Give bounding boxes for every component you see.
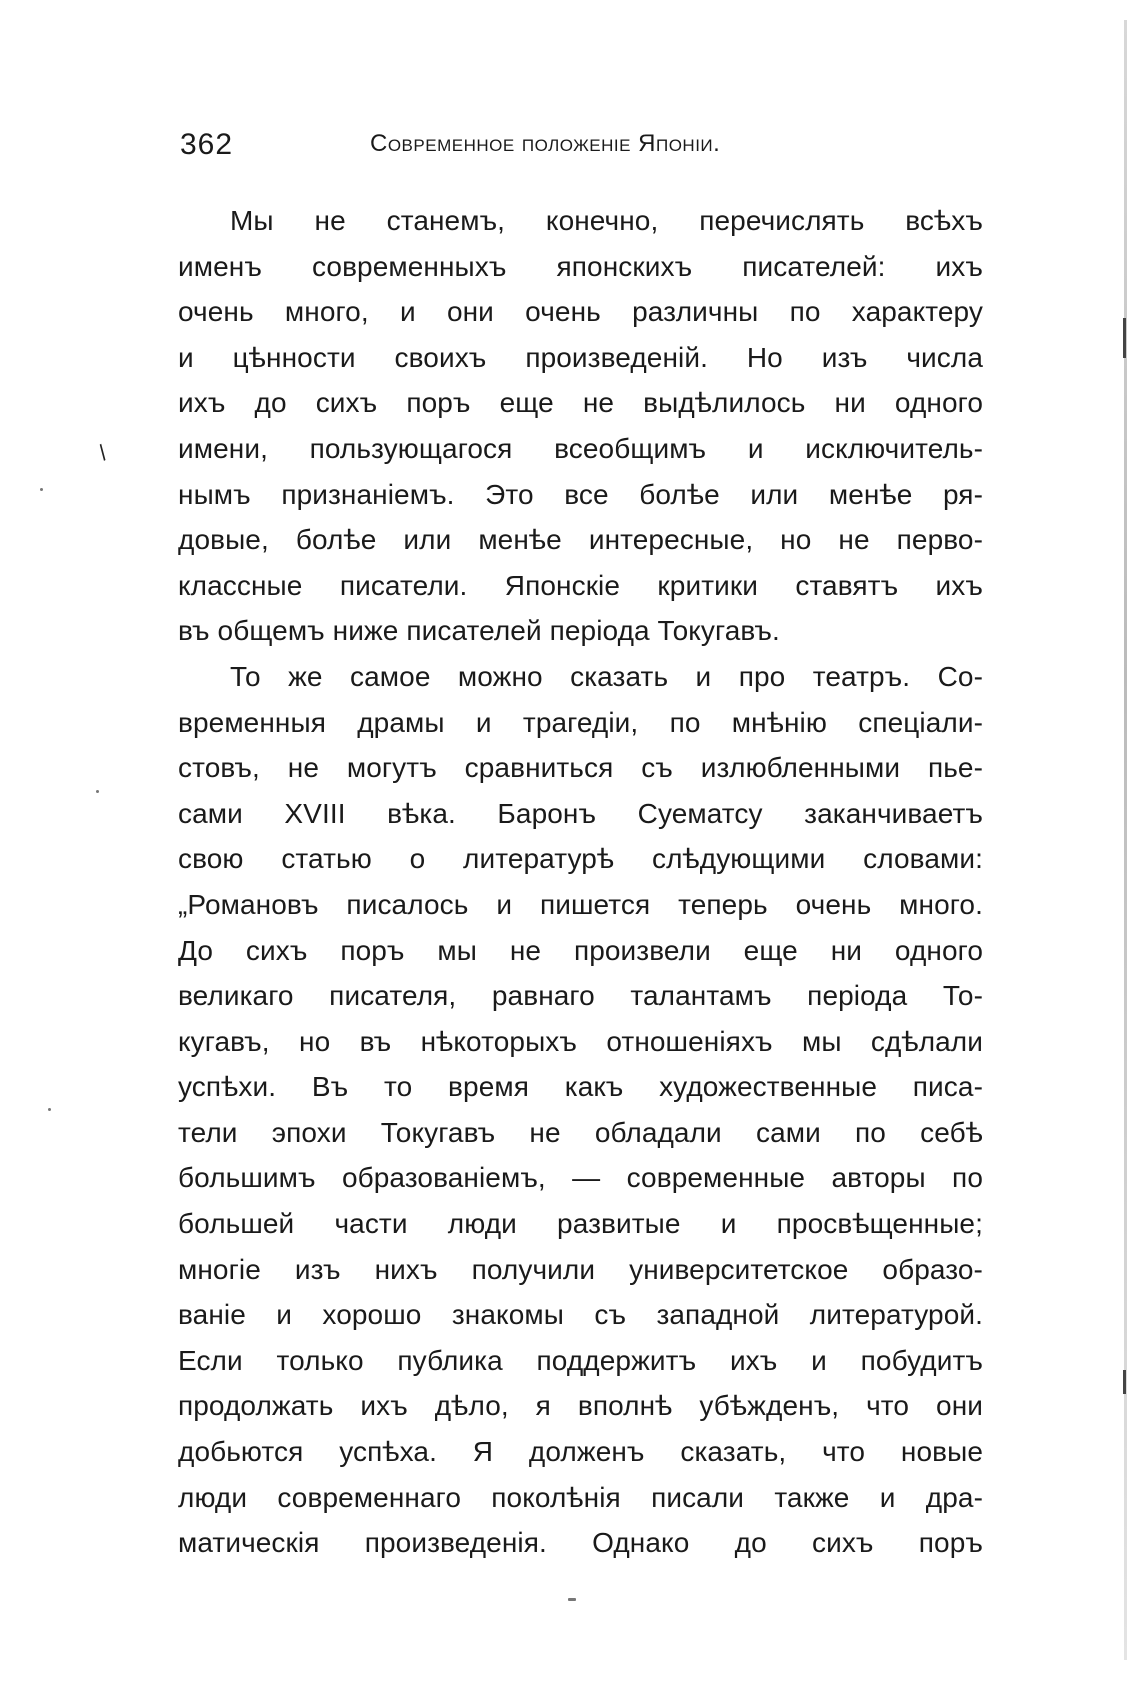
- text-line: великаго писателя, равнаго талантамъ періода То-: [178, 980, 983, 1012]
- text-line: въ общемъ ниже писателей періода Токугавъ.: [178, 615, 780, 647]
- text-line: Если только публика поддержитъ ихъ и побудитъ: [178, 1344, 983, 1376]
- text-line: именъ современныхъ японскихъ писателей: ихъ: [178, 250, 983, 282]
- scan-speck: [96, 790, 99, 793]
- text-line: Мы не станемъ, конечно, перечислять всѣхъ: [230, 205, 983, 236]
- text-line: кугавъ, но въ нѣкоторыхъ отношеніяхъ мы сдѣлали: [178, 1025, 983, 1057]
- text-line: люди современнаго поколѣнія писали также и дра-: [178, 1481, 983, 1513]
- margin-mark: /: [93, 440, 112, 465]
- scan-edge-line: [1124, 20, 1127, 1660]
- text-line: То же самое можно сказать и про театръ. Со-: [230, 660, 983, 692]
- text-line: большей части люди развитые и просвѣщенные;: [178, 1208, 983, 1240]
- text-line: имени, пользующагося всеобщимъ и исключитель-: [178, 432, 983, 464]
- text-line: матическія произведенія. Однако до сихъ поръ: [178, 1527, 983, 1559]
- running-title: Современное положеніе Японіи.: [370, 130, 721, 157]
- scan-speck: [568, 1598, 576, 1601]
- text-line: и цѣнности своихъ произведеній. Но изъ числа: [178, 341, 983, 373]
- text-line: ихъ до сихъ поръ еще не выдѣлилось ни одного: [178, 387, 983, 419]
- text-line: очень много, и они очень различны по характеру: [178, 296, 983, 328]
- body-text: [178, 198, 983, 1566]
- text-line: сами XVIII вѣка. Баронъ Суематсу заканчиваетъ: [178, 797, 983, 829]
- text-line: успѣхи. Въ то время какъ художественные писа-: [178, 1071, 983, 1103]
- text-line: большимъ образованіемъ, — современные авторы по: [178, 1162, 983, 1194]
- text-line: До сихъ поръ мы не произвели еще ни одного: [178, 934, 983, 966]
- text-line: стовъ, не могутъ сравниться съ излюбленными пье-: [178, 752, 983, 784]
- text-line: свою статью о литературѣ слѣдующими словами:: [178, 843, 983, 875]
- text-line: продолжать ихъ дѣло, я вполнѣ убѣжденъ, что они: [178, 1390, 983, 1422]
- text-line: классные писатели. Японскіе критики ставятъ ихъ: [178, 569, 983, 601]
- scan-speck: [48, 1108, 51, 1111]
- scan-edge-mark: [1123, 318, 1126, 358]
- text-line: временныя драмы и трагедіи, по мнѣнію спеціали-: [178, 706, 983, 738]
- scan-speck: [40, 488, 43, 491]
- text-line: тели эпохи Токугавъ не обладали сами по себѣ: [178, 1116, 983, 1148]
- scan-edge-mark: [1123, 1370, 1126, 1394]
- text-line: „Романовъ писалось и пишется теперь очень много.: [178, 888, 983, 920]
- text-line: нымъ признаніемъ. Это все болѣе или менѣе ря-: [178, 478, 983, 510]
- text-line: довые, болѣе или менѣе интересные, но не перво-: [178, 524, 983, 556]
- text-line: добьются успѣха. Я долженъ сказать, что новые: [178, 1436, 983, 1468]
- page-number: 362: [180, 128, 234, 161]
- text-line: ваніе и хорошо знакомы съ западной литературой.: [178, 1299, 983, 1331]
- text-line: многіе изъ нихъ получили университетское образо-: [178, 1253, 983, 1285]
- running-header: [180, 128, 980, 168]
